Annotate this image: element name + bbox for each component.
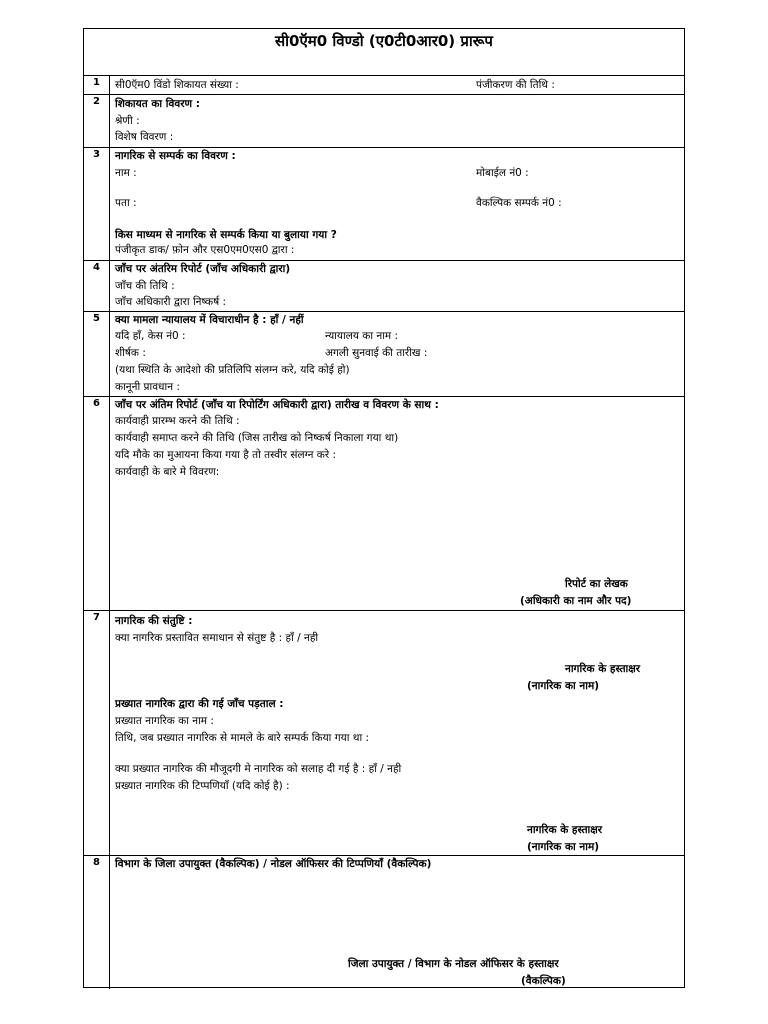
contact-medium-answer: पंजीकृत डाक/ फ़ोन और एस0एम0एस0 द्वारा : [115, 244, 295, 256]
registration-date-field: पंजीकरण की तिथि : [476, 79, 555, 91]
row-2 [84, 94, 684, 147]
final-report-heading: जाँच पर अंतिम रिपोर्ट (जाँच या रिपोर्टिंग अधिकारी द्वारा) तारीख व विवरण के साथ : [115, 399, 439, 411]
row-number: 8 [84, 856, 110, 989]
contact-medium-question: किस माध्यम से नागरिक से सम्पर्क किया या बुलाया गया ? [115, 229, 337, 241]
site-photo-field: यदि मौके का मुआयना किया गया है तो तस्वीर संलग्न करे : [115, 449, 336, 461]
subject-field: शीर्षक : [115, 347, 146, 359]
district-officer-remarks-heading: विभाग के जिला उपायुक्त (वैकल्पिक) / नोडल ऑफिसर की टिप्पणियाँ (वैकल्पिक) [115, 858, 432, 870]
alternate-contact-field: वैकल्पिक सम्पर्क नं0 : [476, 197, 562, 209]
action-details-field: कार्यवाही के बारे मे विवरण: [115, 466, 220, 478]
citizen-name-label-2: (नागरिक का नाम) [527, 841, 600, 853]
court-name-field: न्यायालय का नाम : [325, 330, 399, 342]
report-author-label: रिपोर्ट का लेखक [565, 578, 628, 590]
action-end-date-field: कार्यवाही समाप्त करने की तिथि (जिस तारीख को निष्कर्ष निकाला गया था) [115, 432, 399, 444]
row-6 [84, 396, 684, 610]
next-hearing-date-field: अगली सुनवाई की तारीख : [325, 347, 428, 359]
case-number-field: यदि हाँ, केस नं0 : [115, 330, 186, 342]
action-start-date-field: कार्यवाही प्रारम्भ करने की तिथि : [115, 415, 240, 427]
eminent-contact-date-field: तिथि, जब प्रख्यात नागरिक से मामले के बारे सम्पर्क किया गया था : [115, 732, 370, 744]
atr-form [83, 28, 685, 988]
row-number: 7 [84, 611, 110, 855]
citizen-signature-label: नागरिक के हस्ताक्षर [565, 663, 641, 675]
row-3 [84, 147, 684, 260]
form-title: सी0ऍम0 विण्डो (ए0टी0आर0) प्रारूप [275, 32, 493, 50]
court-pending-question: क्या मामला न्यायालय में विचाराधीन है : हाँ / नहीं [115, 314, 304, 326]
district-officer-signature-label: जिला उपायुक्त / विभाग के नोडल ऑफिसर के हस्ताक्षर [348, 958, 559, 970]
complaint-number-field: सी0ऍम0 विंडो शिकायत संख्या : [115, 79, 239, 91]
row-number: 5 [84, 312, 110, 396]
row-number: 3 [84, 148, 110, 260]
address-field: पता : [115, 197, 137, 209]
row-1 [84, 75, 684, 94]
advice-question: क्या प्रख्यात नागरिक की मौजूदगी मे नागरिक को सलाह दी गई है : हाँ / नही [115, 763, 402, 775]
inquiry-date-field: जाँच की तिथि : [115, 280, 175, 292]
row-8 [84, 855, 684, 989]
row-4 [84, 260, 684, 311]
optional-label: (वैकल्पिक) [521, 975, 566, 987]
specific-details-field: विशेष विवरण : [115, 131, 174, 143]
satisfaction-question: क्या नागरिक प्रस्तावित समाधान से संतुष्ट है : हाँ / नही [115, 632, 319, 644]
inquiry-conclusion-field: जाँच अधिकारी द्वारा निष्कर्ष : [115, 296, 227, 308]
interim-report-heading: जाँच पर अंतरिम रिपोर्ट (जाँच अधिकारी द्वारा) [115, 263, 291, 275]
legal-provision-field: कानूनी प्रावधान : [115, 381, 180, 393]
mobile-field: मोबाईल नं0 : [476, 167, 529, 179]
citizen-contact-heading: नागरिक से सम्पर्क का विवरण : [115, 150, 236, 162]
eminent-citizen-name-field: प्रख्यात नागरिक का नाम : [115, 715, 214, 727]
complaint-details-heading: शिकायत का विवरण : [115, 98, 200, 110]
row-number: 1 [84, 76, 110, 94]
row-number: 2 [84, 95, 110, 147]
order-copy-note: (यथा स्थिति के आदेशो की प्रतिलिपि संलग्न करे, यदि कोई हो) [115, 364, 350, 376]
row-number: 6 [84, 397, 110, 610]
citizen-name-label: (नागरिक का नाम) [527, 680, 600, 692]
category-field: श्रेणी : [115, 115, 140, 127]
report-author-sub: (अधिकारी का नाम और पद) [520, 595, 632, 607]
row-7 [84, 610, 684, 855]
eminent-citizen-heading: प्रख्यात नागरिक द्वारा की गई जाँच पड़ताल : [115, 698, 284, 710]
name-field: नाम : [115, 167, 137, 179]
citizen-satisfaction-heading: नागरिक की संतुष्टि : [115, 615, 193, 627]
eminent-remarks-field: प्रख्यात नागरिक की टिप्पणियाँ (यदि कोई है) : [115, 780, 290, 792]
row-number: 4 [84, 261, 110, 311]
citizen-signature-label-2: नागरिक के हस्ताक्षर [527, 824, 603, 836]
row-5 [84, 311, 684, 396]
